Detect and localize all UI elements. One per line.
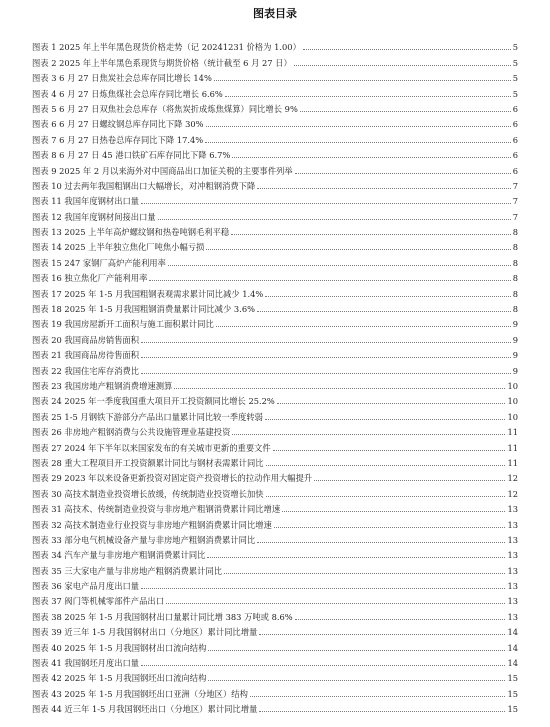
dot-leader — [207, 557, 505, 558]
dot-leader — [250, 696, 506, 697]
toc-entry-label: 图表 42 2025 年 1-5 月我国钢坯出口流向结构 — [32, 673, 207, 684]
dot-leader — [214, 80, 511, 81]
toc-entry-page-number: 8 — [512, 242, 518, 253]
toc-entry-label: 图表 41 我国钢坯月度出口量 — [32, 658, 140, 669]
toc-entry-label: 图表 25 1-5 月钢铁下游部分产品出口量累计同比较一季度转弱 — [32, 411, 263, 422]
dot-leader — [141, 357, 511, 358]
toc-entry-label: 图表 32 高技术制造业行业投资与非房地产粗钢消费累计同比增速 — [32, 519, 272, 530]
dot-leader — [205, 142, 511, 143]
toc-entry[interactable] — [32, 576, 518, 591]
toc-entry-page-number: 8 — [512, 273, 518, 284]
toc-entry[interactable] — [32, 499, 518, 514]
toc-entry-label: 图表 24 2025 年一季度我国重大项目开工投资额同比增长 25.2% — [32, 396, 275, 407]
toc-entry-label: 图表 15 247 家钢厂高炉产能利用率 — [32, 257, 166, 268]
toc-entry-page-number: 7 — [512, 196, 518, 207]
toc-entry-page-number: 10 — [507, 411, 518, 422]
toc-entry-page-number: 13 — [507, 519, 518, 530]
toc-entry-label: 图表 18 2025 年 1-5 月我国粗钢消费量累计同比减少 3.6% — [32, 304, 255, 315]
toc-entry-label: 图表 36 家电产品月度出口量 — [32, 581, 140, 592]
toc-entry[interactable] — [32, 283, 518, 298]
dot-leader — [141, 342, 511, 343]
toc-entry-label: 图表 28 重大工程项目开工投资额累计同比与钢材表需累计同比 — [32, 457, 264, 468]
toc-entry-label: 图表 8 6 月 27 日 45 港口铁矿石库存同比下降 6.7% — [32, 150, 231, 161]
toc-entry-page-number: 5 — [512, 73, 518, 84]
toc-entry[interactable] — [32, 437, 518, 452]
toc-entry[interactable] — [32, 406, 518, 421]
toc-entry-label: 图表 12 我国年度钢材间接出口量 — [32, 211, 156, 222]
toc-entry-label: 图表 11 我国年度钢材出口量 — [32, 196, 140, 207]
toc-entry-label: 图表 4 6 月 27 日炼焦煤社会总库存同比增长 6.6% — [32, 88, 223, 99]
toc-entry[interactable] — [32, 545, 518, 560]
toc-entry-label: 图表 21 我国商品房待售面积 — [32, 350, 140, 361]
toc-entry[interactable] — [32, 329, 518, 344]
toc-entry-label: 图表 35 三大家电产量与非房地产粗钢消费累计同比 — [32, 565, 223, 576]
dot-leader — [166, 603, 505, 604]
toc-entry[interactable] — [32, 237, 518, 252]
toc-entry[interactable] — [32, 699, 518, 714]
dot-leader — [141, 665, 505, 666]
toc-entry-page-number: 14 — [507, 642, 518, 653]
dot-leader — [206, 249, 510, 250]
toc-entry[interactable] — [32, 468, 518, 483]
dot-leader — [206, 126, 511, 127]
dot-leader — [158, 219, 511, 220]
toc-entry-page-number: 7 — [512, 211, 518, 222]
toc-entry-page-number: 8 — [512, 288, 518, 299]
toc-entry[interactable] — [32, 345, 518, 360]
toc-entry-label: 图表 9 2025 年 2 月以来海外对中国商品出口加征关税的主要事件列举 — [32, 165, 293, 176]
dot-leader — [257, 311, 511, 312]
toc-entry-label: 图表 33 部分电气机械设备产量与非房地产粗钢消费累计同比 — [32, 534, 256, 545]
toc-entry[interactable] — [32, 453, 518, 468]
toc-entry[interactable] — [32, 622, 518, 637]
toc-entry-page-number: 9 — [512, 350, 518, 361]
toc-entry-page-number: 9 — [512, 319, 518, 330]
toc-entry[interactable] — [32, 145, 518, 160]
dot-leader — [314, 480, 505, 481]
dot-leader — [224, 573, 505, 574]
dot-leader — [208, 650, 505, 651]
toc-entry-label: 图表 16 独立焦化厂产能利用率 — [32, 273, 148, 284]
dot-leader — [259, 634, 505, 635]
dot-leader — [273, 450, 506, 451]
toc-entry-page-number: 12 — [507, 488, 518, 499]
toc-entry[interactable] — [32, 252, 518, 267]
toc-entry-page-number: 11 — [507, 442, 518, 453]
page-title: 图表目录 — [253, 7, 297, 20]
toc-entry[interactable] — [32, 37, 518, 52]
dot-leader — [168, 265, 511, 266]
toc-entry-label: 图表 40 2025 年 1-5 月我国钢材出口流向结构 — [32, 642, 207, 653]
toc-entry[interactable] — [32, 530, 518, 545]
toc-entry-page-number: 14 — [507, 658, 518, 669]
toc-entry[interactable] — [32, 683, 518, 698]
toc-entry-label: 图表 34 汽车产量与非房地产粗钢消费累计同比 — [32, 550, 206, 561]
toc-entry-label: 图表 5 6 月 27 日双焦社会总库存（将焦炭折成炼焦煤算）同比增长 9% — [32, 103, 298, 114]
dot-leader — [295, 619, 506, 620]
toc-entry-label: 图表 2 2025 年上半年黑色系现货与期货价格（统计截至 6 月 27 日） — [32, 57, 292, 68]
toc-entry[interactable] — [32, 99, 518, 114]
toc-entry[interactable] — [32, 52, 518, 67]
dot-leader — [232, 157, 510, 158]
toc-entry-page-number: 6 — [512, 103, 518, 114]
toc-entry[interactable] — [32, 83, 518, 98]
toc-entry-label: 图表 19 我国房屋新开工面积与施工面积累计同比 — [32, 319, 214, 330]
toc-entry[interactable] — [32, 422, 518, 437]
toc-entry-label: 图表 3 6 月 27 日焦炭社会总库存同比增长 14% — [32, 73, 212, 84]
toc-entry[interactable] — [32, 299, 518, 314]
toc-entry-page-number: 9 — [512, 334, 518, 345]
toc-entry[interactable] — [32, 514, 518, 529]
toc-entry-page-number: 7 — [512, 180, 518, 191]
dot-leader — [174, 388, 505, 389]
toc-entry-label: 图表 30 高技术制造业投资增长放缓，传统制造业投资增长加快 — [32, 488, 264, 499]
toc-entry-page-number: 8 — [512, 257, 518, 268]
dot-leader — [265, 296, 510, 297]
toc-entry-page-number: 15 — [507, 704, 518, 715]
dot-leader — [266, 465, 506, 466]
toc-entry[interactable] — [32, 653, 518, 668]
toc-entry-page-number: 5 — [512, 88, 518, 99]
toc-entry-page-number: 13 — [507, 581, 518, 592]
toc-entry[interactable] — [32, 637, 518, 652]
dot-leader — [274, 527, 506, 528]
dot-leader — [216, 326, 511, 327]
toc-entry-page-number: 6 — [512, 119, 518, 130]
toc-entry-label: 图表 10 过去两年我国粗钢出口大幅增长，对冲粗钢消费下降 — [32, 180, 256, 191]
toc-entry-label: 图表 20 我国商品房销售面积 — [32, 334, 140, 345]
toc-entry-page-number: 5 — [512, 42, 518, 53]
toc-entry[interactable] — [32, 591, 518, 606]
toc-entry-page-number: 6 — [512, 150, 518, 161]
toc-entry-page-number: 8 — [512, 304, 518, 315]
toc-entry-label: 图表 6 6 月 27 日螺纹钢总库存同比下降 30% — [32, 119, 204, 130]
dot-leader — [208, 680, 505, 681]
toc-entry-label: 图表 1 2025 年上半年黑色现货价格走势（记 20241231 价格为 1.00） — [32, 42, 301, 53]
toc-entry-page-number: 12 — [507, 473, 518, 484]
toc-entry-page-number: 15 — [507, 673, 518, 684]
dot-leader — [294, 65, 511, 66]
toc-entry-label: 图表 29 2023 年以来设备更新投资对固定资产投资增长的拉动作用大幅提升 — [32, 473, 313, 484]
toc-entry-page-number: 9 — [512, 365, 518, 376]
dot-leader — [300, 111, 511, 112]
dot-leader — [225, 96, 511, 97]
dot-leader — [282, 511, 505, 512]
toc-entry-label: 图表 38 2025 年 1-5 月我国钢材出口量累计同比增 383 万吨或 8.6% — [32, 611, 293, 622]
toc-entry[interactable] — [32, 206, 518, 221]
toc-entry-page-number: 10 — [507, 380, 518, 391]
toc-entry-label: 图表 23 我国房地产粗钢消费增速测算 — [32, 380, 173, 391]
toc-entry-page-number: 15 — [507, 688, 518, 699]
toc-entry[interactable] — [32, 222, 518, 237]
toc-entry[interactable] — [32, 391, 518, 406]
toc-entry-page-number: 13 — [507, 565, 518, 576]
toc-entry-page-number: 5 — [512, 57, 518, 68]
toc-entry[interactable] — [32, 68, 518, 83]
toc-entry-page-number: 11 — [507, 457, 518, 468]
dot-leader — [303, 49, 511, 50]
table-of-figures — [32, 37, 518, 714]
toc-entry-label: 图表 44 近三年 1-5 月我国钢坯出口（分地区）累计同比增量 — [32, 704, 258, 715]
dot-leader — [277, 403, 506, 404]
toc-entry[interactable] — [32, 114, 518, 129]
toc-entry-label: 图表 26 非房地产粗钢消费与公共设施管理业基建投资 — [32, 427, 231, 438]
toc-entry-page-number: 6 — [512, 165, 518, 176]
toc-entry-page-number: 6 — [512, 134, 518, 145]
toc-entry-label: 图表 13 2025 上半年高炉螺纹钢和热卷吨钢毛利平稳 — [32, 227, 230, 238]
toc-entry-label: 图表 39 近三年 1-5 月我国钢材出口（分地区）累计同比增量 — [32, 627, 258, 638]
toc-entry-label: 图表 43 2025 年 1-5 月我国钢坯出口亚洲（分地区）结构 — [32, 688, 248, 699]
toc-entry-label: 图表 22 我国住宅库存消费比 — [32, 365, 140, 376]
dot-leader — [257, 542, 505, 543]
toc-entry-page-number: 8 — [512, 227, 518, 238]
toc-entry-page-number: 13 — [507, 534, 518, 545]
toc-entry-page-number: 13 — [507, 550, 518, 561]
toc-entry-page-number: 13 — [507, 611, 518, 622]
toc-entry-page-number: 13 — [507, 504, 518, 515]
toc-entry-label: 图表 27 2024 年下半年以来国家发布的有关城市更新的重要文件 — [32, 442, 271, 453]
toc-entry[interactable] — [32, 360, 518, 375]
toc-entry-label: 图表 14 2025 上半年独立焦化厂吨焦小幅亏损 — [32, 242, 205, 253]
toc-entry-label: 图表 7 6 月 27 日热卷总库存同比下降 17.4% — [32, 134, 204, 145]
dot-leader — [141, 588, 505, 589]
dot-leader — [232, 434, 505, 435]
toc-entry-label: 图表 17 2025 年 1-5 月我国粗钢表观需求累计同比减少 1.4% — [32, 288, 264, 299]
toc-entry[interactable] — [32, 668, 518, 683]
toc-entry[interactable] — [32, 268, 518, 283]
toc-entry-label: 图表 31 高技术、传统制造业投资与非房地产粗钢消费累计同比增速 — [32, 504, 281, 515]
toc-entry-label: 图表 37 阀门等机械零部件产品出口 — [32, 596, 164, 607]
dot-leader — [141, 373, 511, 374]
dot-leader — [149, 280, 510, 281]
toc-entry[interactable] — [32, 483, 518, 498]
toc-entry[interactable] — [32, 314, 518, 329]
dot-leader — [259, 711, 505, 712]
toc-entry[interactable] — [32, 160, 518, 175]
toc-entry[interactable] — [32, 191, 518, 206]
dot-leader — [141, 203, 511, 204]
dot-leader — [265, 419, 505, 420]
toc-entry-page-number: 10 — [507, 396, 518, 407]
toc-entry-page-number: 11 — [507, 427, 518, 438]
dot-leader — [295, 173, 511, 174]
dot-leader — [231, 234, 510, 235]
toc-entry[interactable] — [32, 560, 518, 575]
toc-entry-page-number: 14 — [507, 627, 518, 638]
toc-entry[interactable] — [32, 376, 518, 391]
toc-entry-page-number: 13 — [507, 596, 518, 607]
dot-leader — [266, 496, 506, 497]
toc-entry[interactable] — [32, 176, 518, 191]
toc-entry[interactable] — [32, 129, 518, 144]
dot-leader — [257, 188, 510, 189]
toc-entry[interactable] — [32, 606, 518, 621]
